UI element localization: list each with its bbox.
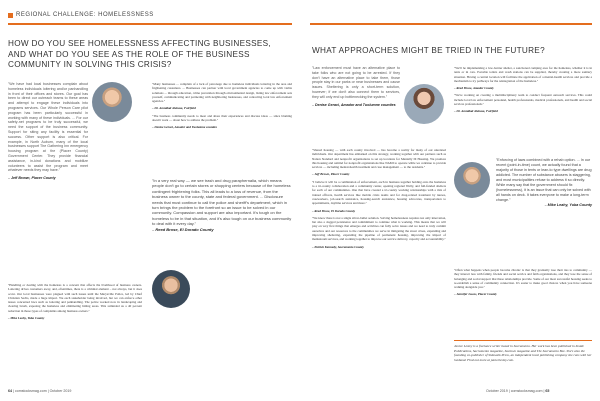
left-col2-attrib2: – Denise Geraci, Amador and Tuolumne counties (152, 125, 218, 130)
left-col1-attrib: – Jeff Brown, Placer County (8, 176, 56, 181)
left-col2-attrib: – Dr. Amnidad Alekasa, Fairfield (152, 106, 196, 111)
right-col1-attrib4: – Patrick Kennedy, Sacramento County (312, 244, 364, 249)
right-col2-p3: "Often what happens when people become chronic is that they gradually lose their ties to community — they interact less with family, friends and social service and faith organizations, and they lose the sense of belonging and social support that these relationships provide. Some of our most successful housing seeks to re-establish a sense of community connection. It's easier to make good choices when you have someone walking alongside you." (454, 268, 592, 290)
portrait-photo (404, 84, 444, 124)
left-pullquote-text: "In a very real way — we see trash and drug paraphernalia, which means people don't go to certain stores or shopping centers because of the homeless contingent frightening folks. This all leads to a loss of revenue, from the business owner to the county, state and federal government. ... Disclosure needs that must continue to call the police and sheriff's department, which in turn brings the problem to the forefront so an issue to be solved in our community. Compassion and support are also important. It's tough on the homeless to be in that situation, and it's also tough on our business community to deal with it every day." (152, 178, 292, 227)
section-tag (8, 12, 154, 18)
right-col2-attrib2: – Dr. Amnidad Alekasa, Fairfield (454, 109, 498, 114)
left-pullquote (152, 178, 292, 232)
right-col2-attrib3: – Jennifer Lucas, Placer County (454, 292, 497, 297)
right-col1-attrib3: – Reed Brose, El Dorado County (312, 208, 356, 213)
left-footer-date: October 2019 (49, 389, 72, 393)
left-col2-quote: "Many businesses ... complain of a lack of patronage due to homeless individuals loitering in the area and frightening customers. ... Businesses can partner with local government agencies to come up with viable solutions ... through education, crime prevention through environmental design, listing law enforcement sets yourself, communicating and partnering with neighboring businesses, and contacting local law enforcement agencies." (152, 82, 292, 104)
right-col2 (454, 66, 592, 117)
top-rule (310, 23, 592, 25)
left-col1-quote-text: "We have had local businesses complain about homeless individuals loitering and/or panhandling in front of their offices and stores. Our goal has been to direct our outreach teams to these areas and attempt to engage these individuals into programs services. Our Whole Person Care pilot program has been particularly successful in working with many of these individuals. ... For our safety-net programs to be truly successful, we need the support of the business community. Support for siting any facility is essential for success. Other support is also critical. For example, in North Auburn, many of the local businesses support The Gathering Inn emergency housing program at the (Placer County) Government Center. They provide financial assistance, in-kind donations and mobilize volunteers to assist the program and meet whatever needs they may have." (8, 82, 88, 173)
left-footer-site: comstocksmag.com (14, 389, 47, 393)
right-col2-quote: "We'll be implementing a low-barrier shelter, a sanctioned camping area for the homeless, whether it is in tents or in cars. Portable toilets and wash stations can be supplied, thereby creating a more sanitary situation. Having a central location will facilitate the application of a mental-health services and provide a mechanism to try pathways for the reintegration of the homeless." (454, 66, 592, 83)
left-pullquote-attrib: – Reed Brose, El Dorado County (152, 226, 214, 232)
right-footer: October 2019 | comstocksmag.com | 65 (486, 389, 550, 393)
right-col1-attrib: – Denise Geraci, Amador and Tuolumne counties (312, 102, 396, 107)
right-col1-quote (312, 66, 400, 110)
left-page-number: 64 (8, 389, 12, 393)
left-col2 (152, 82, 292, 133)
right-footer-date: October 2019 (486, 389, 508, 393)
right-col2-attrib: – Reed Brose, Amador County (454, 86, 494, 91)
right-page (300, 0, 600, 401)
right-footer-site: comstocksmag.com (510, 389, 543, 393)
left-col1-attrib2: – Mike Leahy, Yuba County (8, 316, 45, 321)
section-tag-label: REGIONAL CHALLENGE: HOMELESSNESS (16, 12, 154, 18)
portrait-photo (454, 162, 490, 198)
section-tag-marker (8, 13, 13, 18)
left-footer: 64 | comstocksmag.com | October 2019 (8, 389, 72, 393)
portrait-photo (152, 270, 190, 308)
right-col1-attrib2: – Jeff Brown, Placer County (312, 172, 350, 177)
right-pullquote (496, 158, 592, 208)
left-col1-p2: "Handling or dealing with the homeless is a concern that affects the livelihood of business owners. Loitering drives customers away, and, oftentimes, there is a criminal element – not always, but it does occur. Our local businesses were plagued with such issues until the Marysville Police, led by Chief Christian Sachs, made a huge impact. We each stakeholder being involved, but we can enforce other issues concerned laws such as loitering and panhandling. The police worked now in landscaping and clearing brush, exposing the homeless and eliminating hiding areas. This reminded us a 40 percent reduction in those types of complaints among business owners." (8, 283, 142, 313)
bio-rule (454, 340, 592, 341)
right-col1-p2: "Shared housing — with each county involved — has become a reality for many of our unrelated individuals. Our department has embarked on this strategy, working together with our partners such as Nation Standard and nonprofit organizations to set up locations for Mentally Ill Housing. We promote this housing and remind for nonprofit organizations like NAMI to operate while we continue to provide services — including mental-health treatment and case management — to the residents." (312, 148, 446, 170)
portrait-photo (92, 82, 132, 122)
right-pullquote-attrib: – Mike Leahy, Yuba County (544, 203, 592, 207)
right-headline: WHAT APPROACHES MIGHT BE TRIED IN THE FUTURE? (312, 46, 545, 55)
right-page-number: 65 (545, 389, 550, 393)
right-col1-p4: "We know there is not a single silver-bullet solution. Solving homelessness requires not only innovation, but also a dogged persistence and commitment to continue what is working. This means that we will play on very first things that emerges and activities can fully solve issues and we need to truly commit ourselves and our resources to the communities we serve in mitigating the street crises, expanding and improving sheltering, expanding the pipeline of permanent housing, improving the impact of mainstream services, and working together to improve our service delivery, capacity and accountability." (312, 215, 446, 242)
top-rule (8, 23, 292, 25)
right-col2-p2: "We're working on creating a multidisciplinary team to conduct frequent outreach services. This could include local law enforcement personnel, health professionals, medical professionals, and health and social services professionals." (454, 93, 592, 107)
right-pullquote-text: "Enforcing of laws combined with a rehab option. ... In our recent (point-in-time) count, we actually found that a majority of those in tents or lean-to type dwellings are drug addicted. The number of substance abusers is staggering, and most municipalities refuse to address it so directly. While many say that the government should fix (homelessness), it is an issue that can only be solved with all hands on deck. It takes everyone to make a long-term change." (496, 158, 592, 202)
right-col1-quote-text: "Law enforcement must have an alternative place to take folks who are not going to be arrested. If they don't have an alternative place to take them, those people stay in our parks or near businesses and cause issues. Sheltering is only a short-term solution, however; if we don't also connect them to services, they will only end up bottlenecking the system." (312, 66, 400, 99)
right-col1-body (312, 148, 446, 252)
left-col1-quote (8, 82, 88, 184)
left-headline: HOW DO YOU SEE HOMELESSNESS AFFECTING BUSINESSES, AND WHAT DO YOU SEE AS THE ROLE OF THE BUSINESS COMMUNITY IN SOLVING THIS CRISIS? (8, 39, 271, 69)
left-col1-body (8, 283, 142, 323)
right-col1-p3: "I believe it will be a combination of enforcement, each in business together holding onto the homeless to a tri-county collaboration and a community center, opening regional Welly, and full-funded shelters for each of our communities. One that have created a tri-county working relationships with a mix of trained officers, health services like mobile crisis teams and for drug-related treatment by nurses, caseworkers, job-search assistance, housing-search assistance, housing advocates, transportation to appointments, daytime services and more." (312, 179, 446, 206)
author-bio: Janice Lesley is a freelance writer based in Sacramento. Her work has been published in Inside Publications, Sacramento magazine, Sactown magazine and The Sacramento Bee. She's also the founding co-publisher of Sidewalk Press, an independent local publishing company she runs with her husband. Find out more at janicelesley.com. (454, 344, 592, 362)
left-col2-p2: "The business community needs to meet and share their experiences and discuss ideas — since blaming doesn't work — about how to address the problem." (152, 113, 292, 123)
right-col2-lower (454, 268, 592, 300)
